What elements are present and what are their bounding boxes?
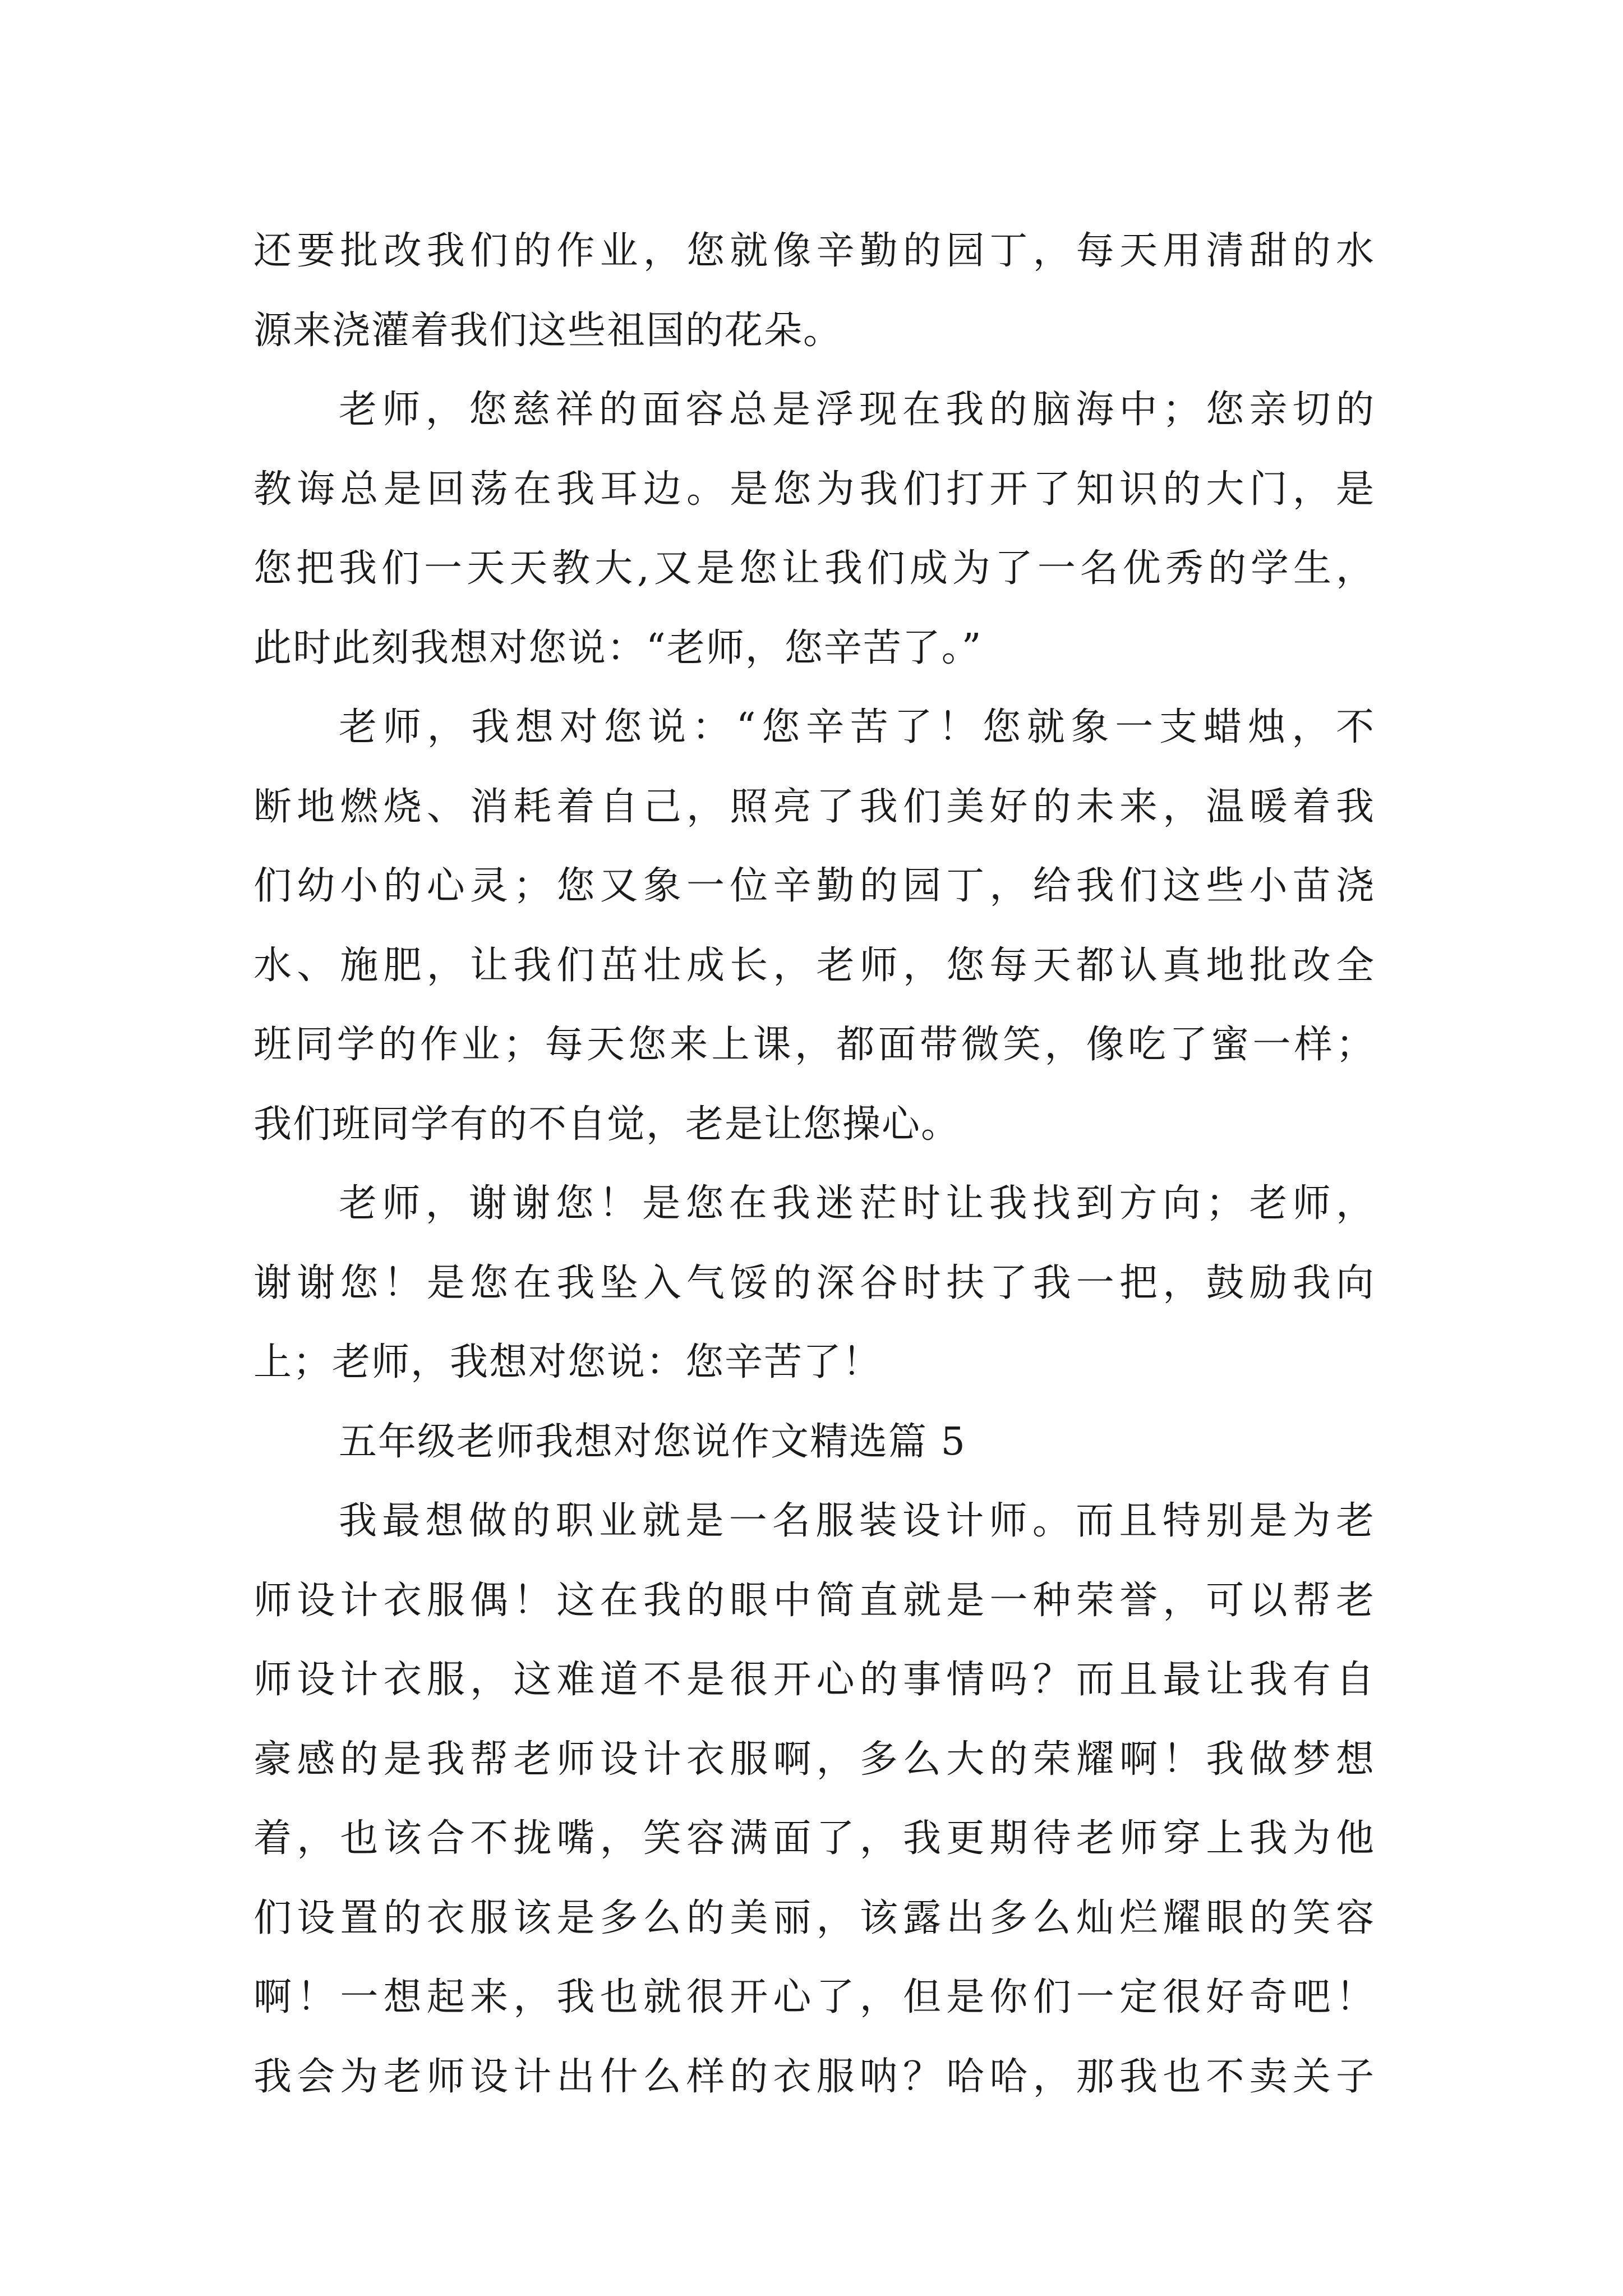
paragraph-first-line: 老师，我想对您说：“您辛苦了！您就象一支蜡烛，不 xyxy=(339,705,1375,749)
text-line: 啊！一想起来，我也就很开心了，但是你们一定很好奇吧！ xyxy=(253,1975,1375,2019)
text-line: 师设计衣服，这难道不是很开心的事情吗？而且最让我有自 xyxy=(253,1658,1375,1702)
text-line: 谢谢您！是您在我坠入气馁的深谷时扶了我一把，鼓励我向 xyxy=(253,1260,1375,1305)
text-line: 还要批改我们的作业，您就像辛勤的园丁，每天用清甜的水 xyxy=(253,229,1375,273)
paragraph-first-line: 老师，您慈祥的面容总是浮现在我的脑海中；您亲切的 xyxy=(339,388,1375,432)
text-line: 上；老师，我想对您说：您辛苦了！ xyxy=(253,1340,882,1384)
text-line: 们设置的衣服该是多么的美丽，该露出多么灿烂耀眼的笑容 xyxy=(253,1895,1375,1940)
text-line: 教诲总是回荡在我耳边。是您为我们打开了知识的大门，是 xyxy=(253,467,1375,512)
text-line: 师设计衣服偶！这在我的眼中简直就是一种荣誉，可以帮老 xyxy=(253,1578,1375,1623)
text-line: 班同学的作业；每天您来上课，都面带微笑，像吃了蜜一样； xyxy=(253,1023,1375,1067)
text-line: 我们班同学有的不自觉，老是让您操心。 xyxy=(253,1102,961,1147)
text-line: 此时此刻我想对您说：“老师，您辛苦了。” xyxy=(253,625,983,670)
paragraph-first-line: 老师，谢谢您！是您在我迷茫时让我找到方向；老师， xyxy=(339,1181,1375,1226)
paragraph-first-line: 我最想做的职业就是一名服装设计师。而且特别是为老 xyxy=(339,1499,1375,1543)
text-line: 们幼小的心灵；您又象一位辛勤的园丁，给我们这些小苗浇 xyxy=(253,864,1375,908)
text-line: 您把我们一天天教大,又是您让我们成为了一名优秀的学生， xyxy=(253,546,1375,591)
text-line: 我会为老师设计出什么样的衣服呐？哈哈，那我也不卖关子 xyxy=(253,2054,1375,2099)
text-line: 着，也该合不拢嘴，笑容满面了，我更期待老师穿上我为他 xyxy=(253,1816,1375,1861)
text-line: 源来浇灌着我们这些祖国的花朵。 xyxy=(253,308,843,353)
section-heading: 五年级老师我想对您说作文精选篇 5 xyxy=(339,1419,966,1464)
text-line: 水、施肥，让我们茁壮成长，老师，您每天都认真地批改全 xyxy=(253,943,1375,988)
document-body xyxy=(253,211,1375,2116)
text-line: 豪感的是我帮老师设计衣服啊，多么大的荣耀啊！我做梦想 xyxy=(253,1737,1375,1782)
text-line: 断地燃烧、消耗着自己，照亮了我们美好的未来，温暖着我 xyxy=(253,784,1375,829)
